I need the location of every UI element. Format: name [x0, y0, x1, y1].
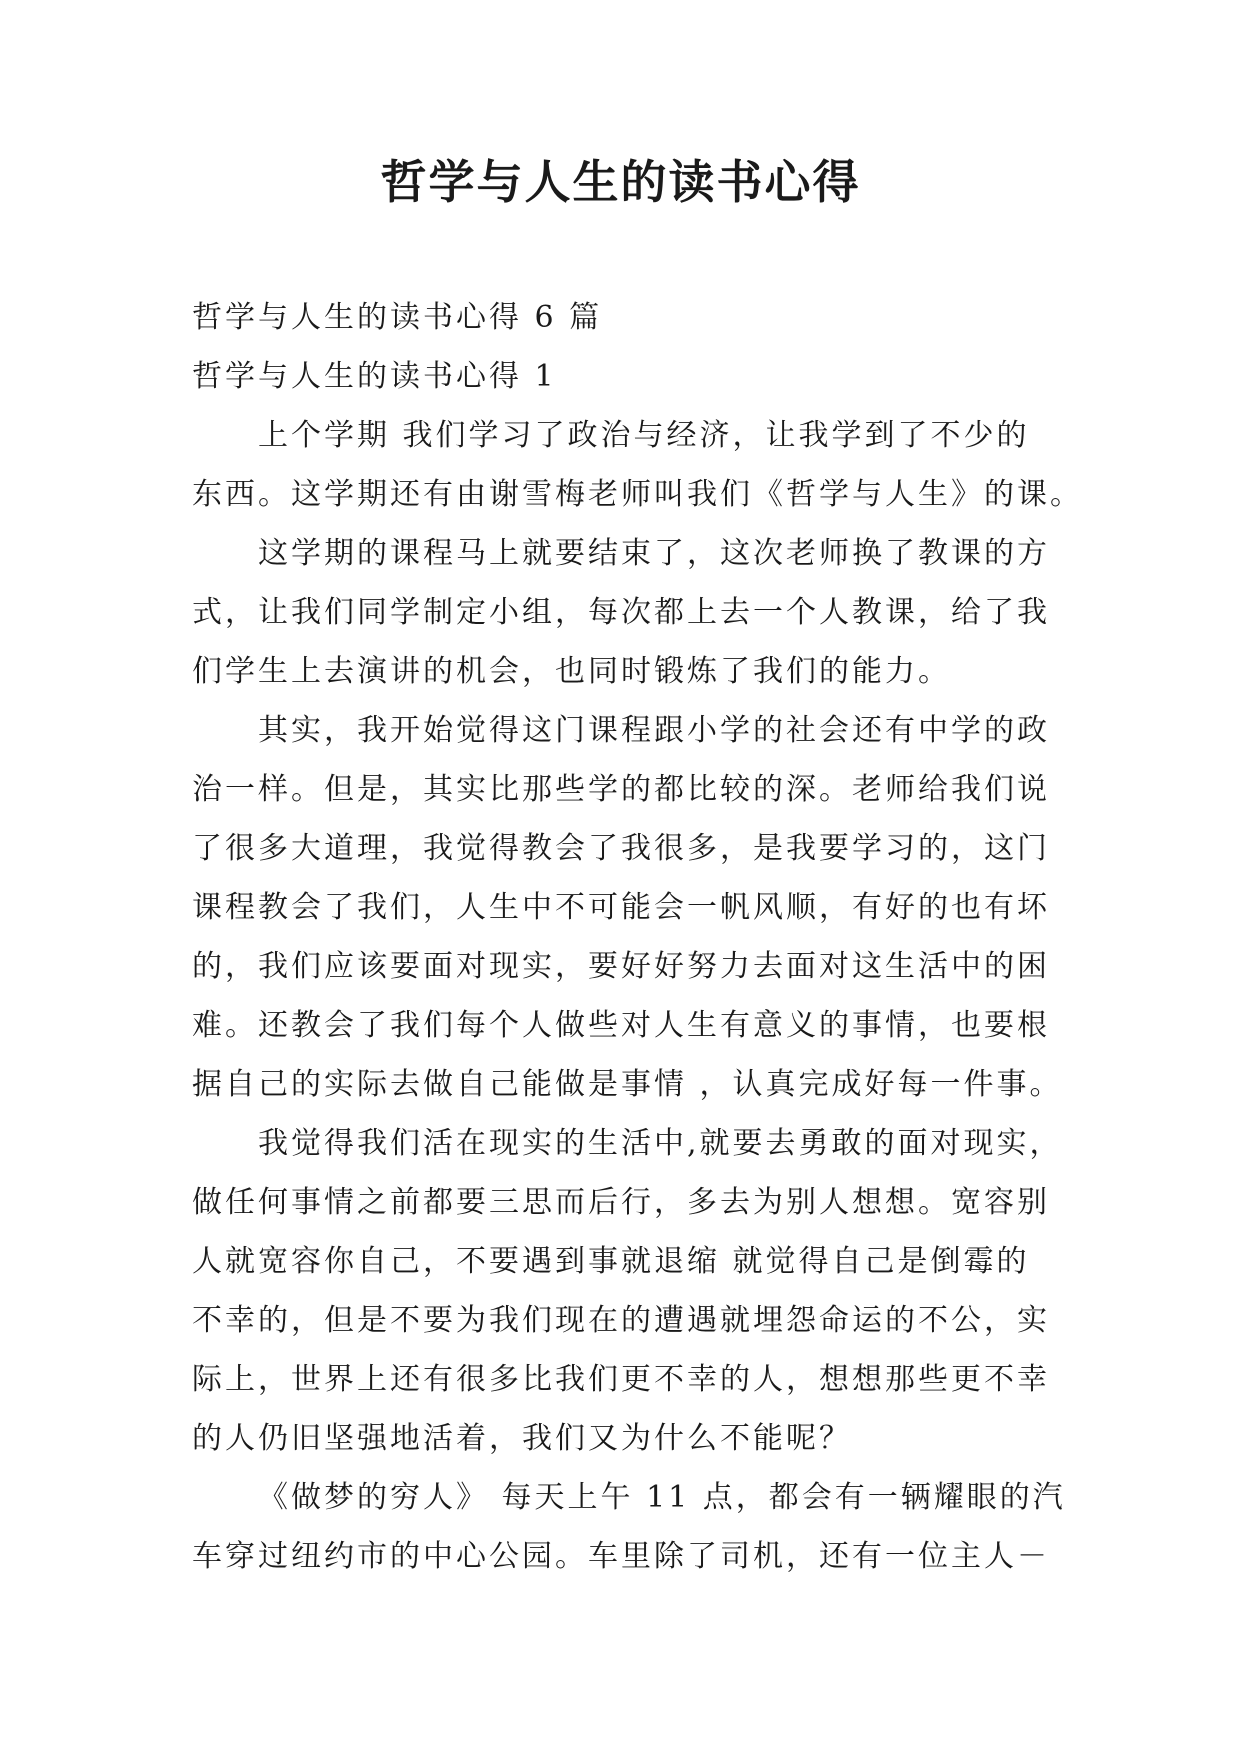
text-line: 我觉得我们活在现实的生活中,就要去勇敢的面对现实，: [258, 1126, 1063, 1161]
text-line: 上个学期 我们学习了政治与经济，让我学到了不少的: [258, 418, 1030, 453]
text-line: 其实，我开始觉得这门课程跟小学的社会还有中学的政: [258, 713, 1050, 748]
text-line: 式，让我们同学制定小组，每次都上去一个人教课，给了我: [192, 595, 1050, 630]
text-line: 的，我们应该要面对现实，要好好努力去面对这生活中的困: [192, 949, 1050, 984]
text-line: 东西。这学期还有由谢雪梅老师叫我们《哲学与人生》的课。: [192, 477, 1083, 512]
document-title: 哲学与人生的读书心得: [380, 155, 861, 209]
text-line: 哲学与人生的读书心得 6 篇: [192, 300, 603, 335]
text-line: 们学生上去演讲的机会，也同时锻炼了我们的能力。: [192, 654, 951, 689]
text-line: 课程教会了我们，人生中不可能会一帆风顺，有好的也有坏: [192, 890, 1050, 925]
document-body: [192, 288, 1083, 1586]
text-line: 据自己的实际去做自己能做是事情 ，认真完成好每一件事。: [192, 1067, 1063, 1102]
text-line: 的人仍旧坚强地活着，我们又为什么不能呢？: [192, 1421, 852, 1456]
text-line: 哲学与人生的读书心得 1: [192, 359, 557, 394]
text-line: 难。还教会了我们每个人做些对人生有意义的事情，也要根: [192, 1008, 1050, 1043]
text-line: 际上，世界上还有很多比我们更不幸的人，想想那些更不幸: [192, 1362, 1050, 1397]
text-line: 不幸的，但是不要为我们现在的遭遇就埋怨命运的不公，实: [192, 1303, 1050, 1338]
text-line: 这学期的课程马上就要结束了，这次老师换了教课的方: [258, 536, 1050, 571]
text-line: 了很多大道理，我觉得教会了我很多，是我要学习的，这门: [192, 831, 1050, 866]
text-line: 做任何事情之前都要三思而后行，多去为别人想想。宽容别: [192, 1185, 1050, 1220]
text-line: 《做梦的穷人》 每天上午 11 点，都会有一辆耀眼的汽: [258, 1480, 1066, 1515]
text-line: 人就宽容你自己，不要遇到事就退缩 就觉得自己是倒霉的: [192, 1244, 1030, 1279]
text-line: 车穿过纽约市的中心公园。车里除了司机，还有一位主人－: [192, 1539, 1050, 1574]
text-line: 治一样。但是，其实比那些学的都比较的深。老师给我们说: [192, 772, 1050, 807]
